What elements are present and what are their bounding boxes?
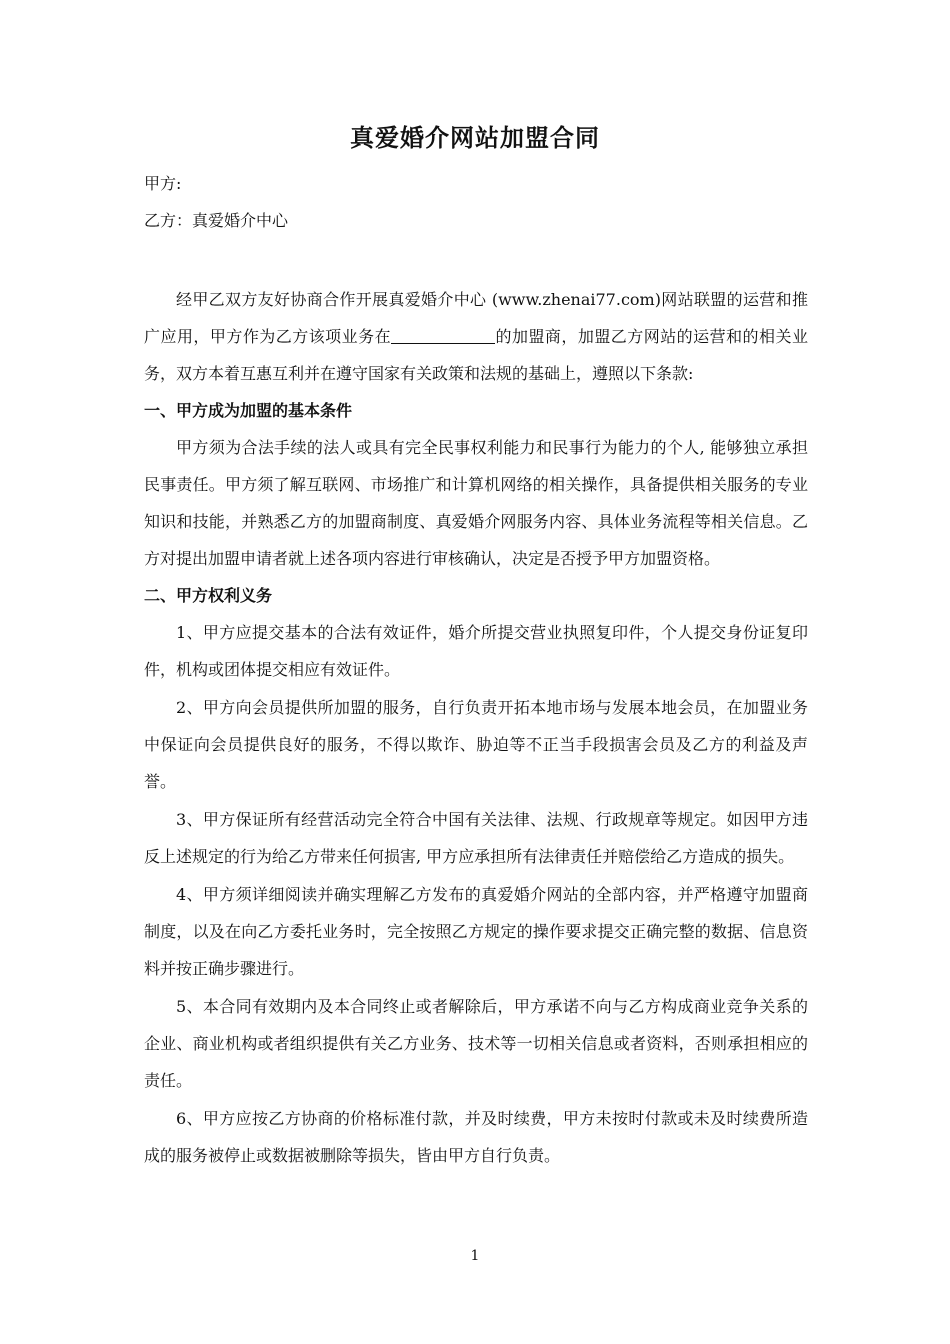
- blank-fill-line: [391, 325, 495, 344]
- clause-5: 5、本合同有效期内及本合同终止或者解除后，甲方承诺不向与乙方构成商业竞争关系的企业、商业机构或者组织提供有关乙方业务、技术等一切相关信息或者资料，否则承担相应的责任。: [144, 997, 808, 1090]
- party-b-line: 乙方：真爱婚介中心: [144, 211, 289, 230]
- section-2-heading: 二、甲方权利义务: [144, 586, 273, 605]
- section-1-paragraph: 甲方须为合法手续的法人或具有完全民事权利能力和民事行为能力的个人, 能够独立承担民事责任。甲方须了解互联网、市场推广和计算机网络的相关操作，具备提供相关服务的专业知识和技能，并熟悉乙方的加盟商制度、真爱婚介网服务内容、具体业务流程等相关信息。乙方对提出加盟申请者就上述各项内容进行审核确认，决定是否授予甲方加盟资格。: [144, 438, 808, 568]
- intro-paragraph: [144, 281, 808, 392]
- clause-2: 2、甲方向会员提供所加盟的服务，自行负责开拓本地市场与发展本地会员，在加盟业务中保证向会员提供良好的服务，不得以欺诈、胁迫等不正当手段损害会员及乙方的利益及声誉。: [144, 698, 808, 791]
- clause-4: 4、甲方须详细阅读并确实理解乙方发布的真爱婚介网站的全部内容，并严格遵守加盟商制度，以及在向乙方委托业务时，完全按照乙方规定的操作要求提交正确完整的数据、信息资料并按正确步骤进行。: [144, 885, 808, 978]
- page-title: 真爱婚介网站加盟合同: [350, 123, 600, 152]
- party-a-line: 甲方:: [144, 174, 182, 193]
- intro-text-part2: 的加盟商，加盟乙方网站的运营和的相关业务，双方本着互惠互利并在遵守国家有关政策和法规的基础上，遵照以下条款:: [144, 327, 808, 383]
- intro-text-part1: 经甲乙双方友好协商合作开展真爱婚介中心 (www.zhenai77.com)网站联盟的运营和推广应用，甲方作为乙方该项业务在: [144, 290, 808, 346]
- page-number: 1: [470, 1248, 480, 1264]
- clause-1: 1、甲方应提交基本的合法有效证件，婚介所提交营业执照复印件，个人提交身份证复印件，机构或团体提交相应有效证件。: [144, 623, 808, 679]
- clause-6: 6、甲方应按乙方协商的价格标准付款，并及时续费，甲方未按时付款或未及时续费所造成的服务被停止或数据被删除等损失，皆由甲方自行负责。: [144, 1109, 808, 1165]
- contract-body: [144, 281, 808, 1174]
- section-1-heading: 一、甲方成为加盟的基本条件: [144, 401, 353, 420]
- clause-3: 3、甲方保证所有经营活动完全符合中国有关法律、法规、行政规章等规定。如因甲方违反上述规定的行为给乙方带来任何损害, 甲方应承担所有法律责任并赔偿给乙方造成的损失。: [144, 810, 808, 866]
